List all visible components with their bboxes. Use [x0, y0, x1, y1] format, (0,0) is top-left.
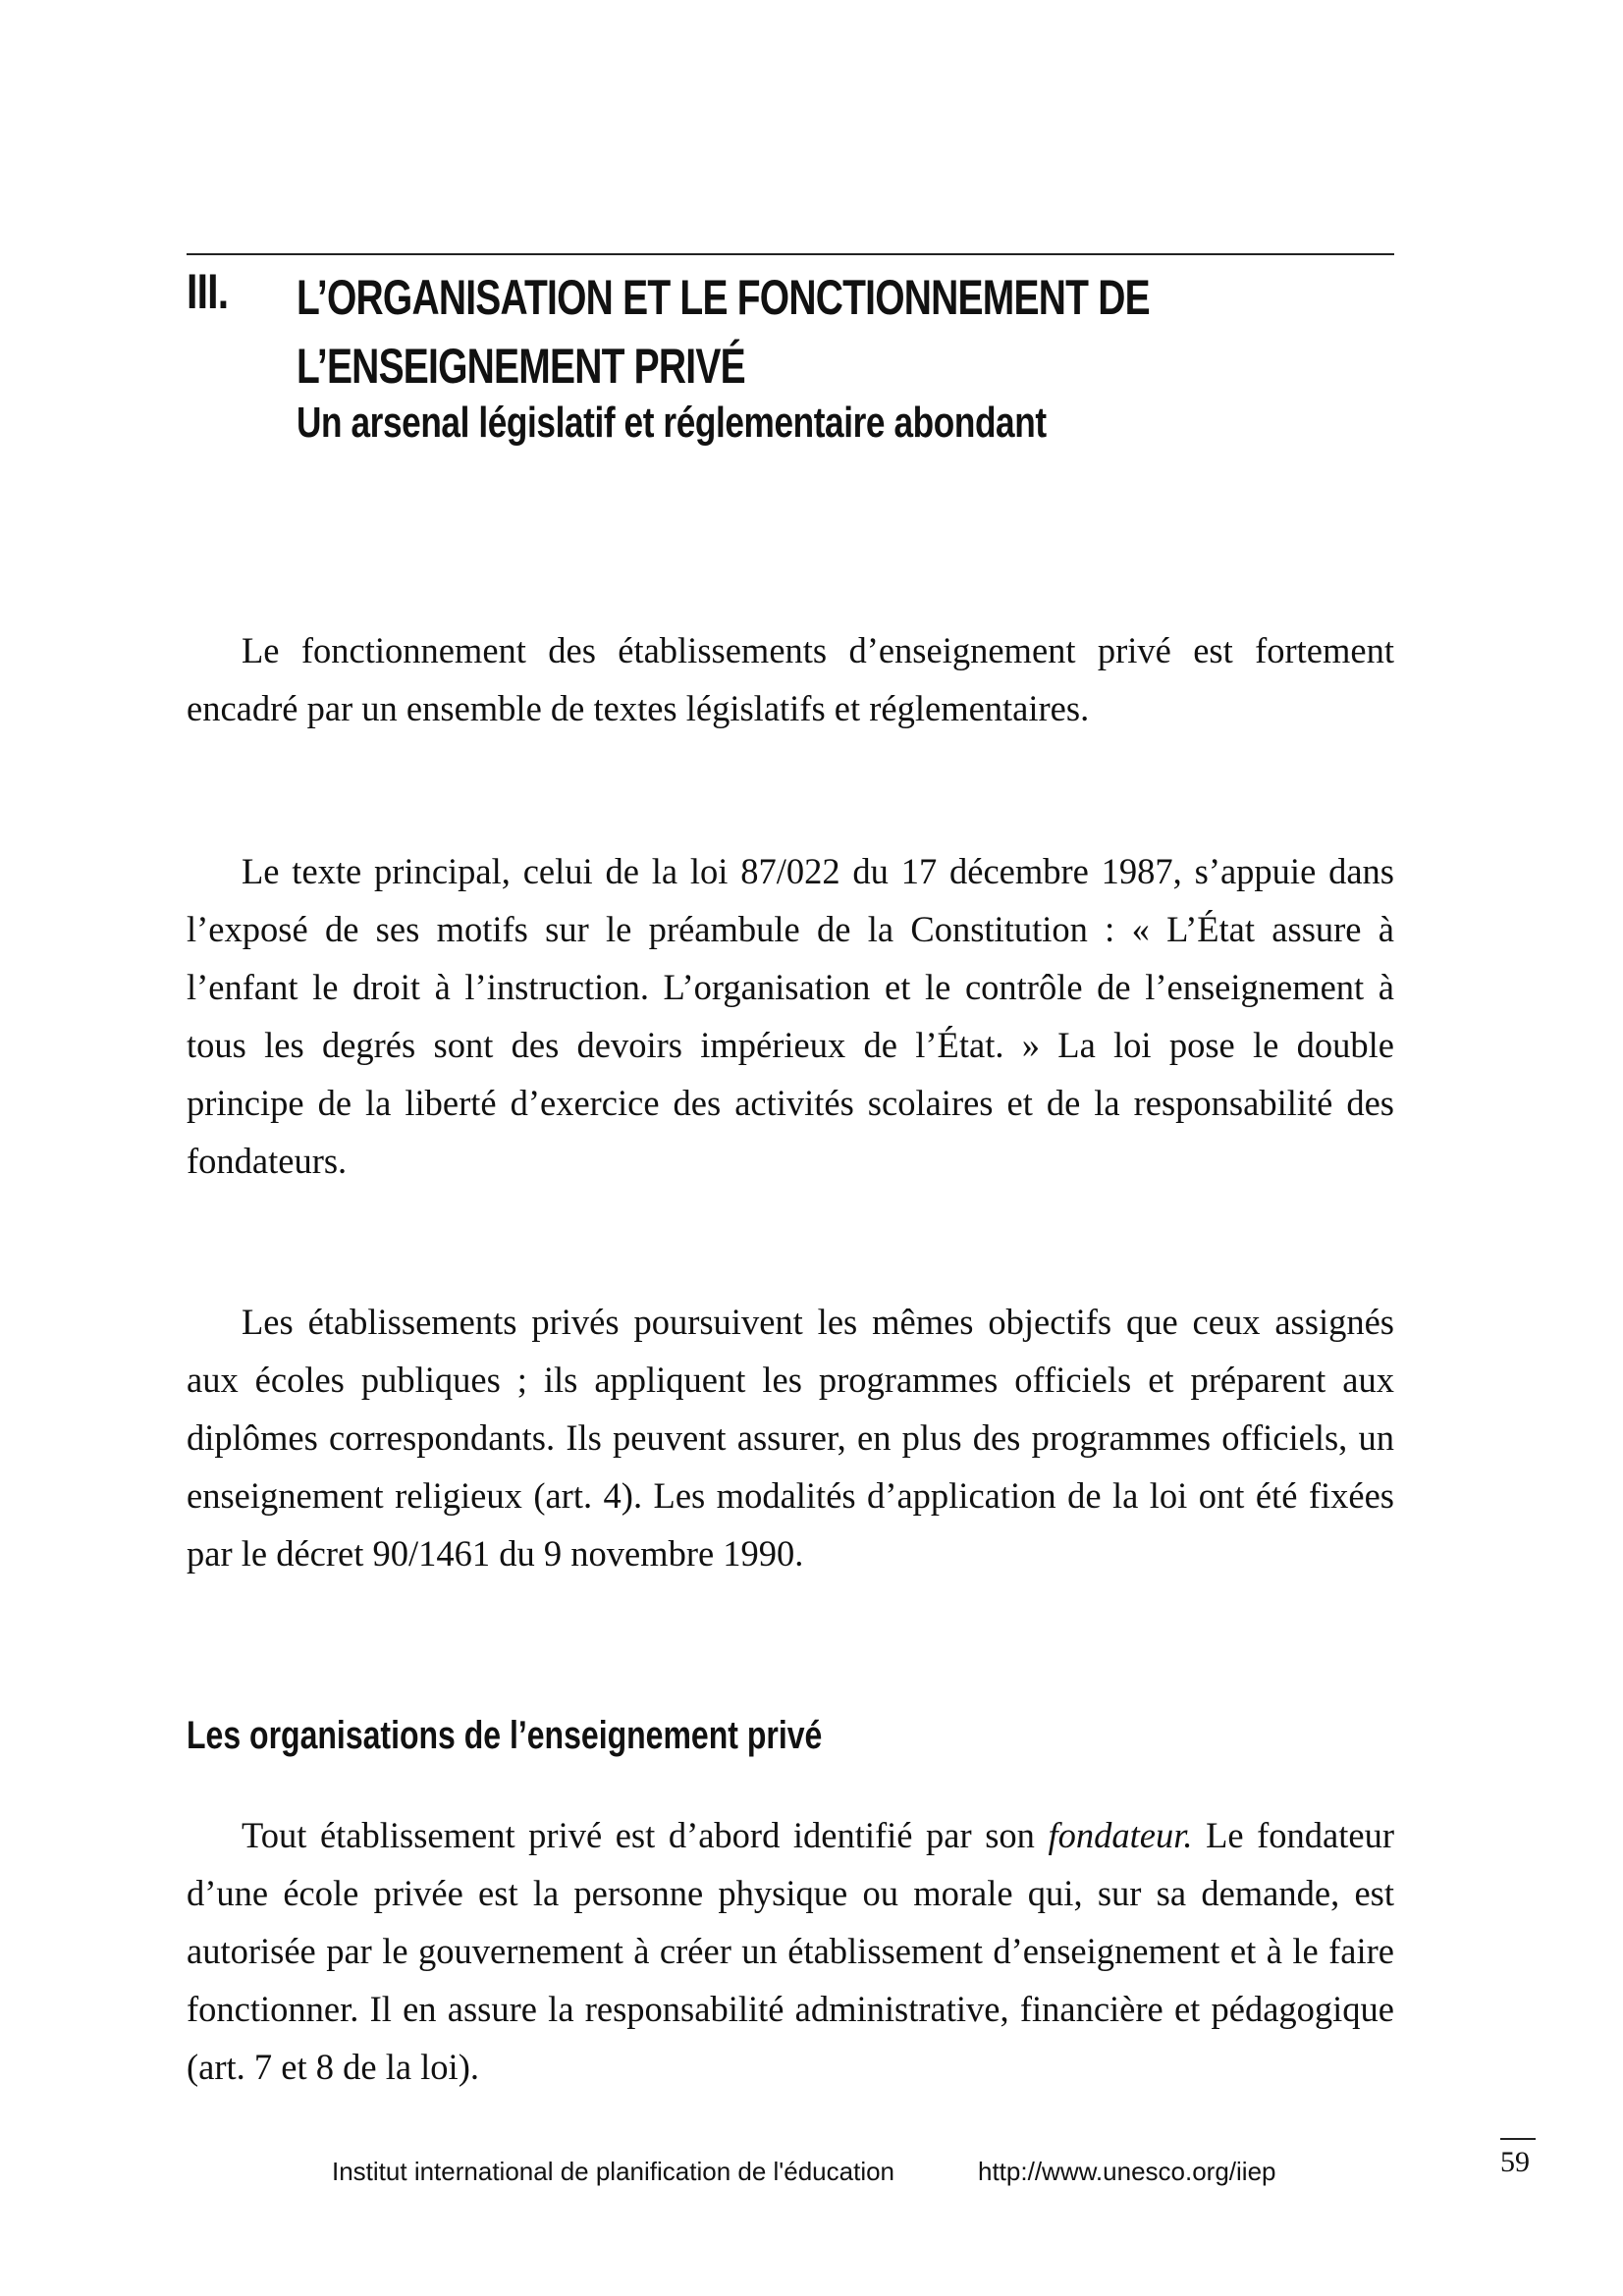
paragraph-4 — [187, 1806, 1394, 2096]
paragraph-4-italic-term: fondateur. — [1048, 1815, 1193, 1855]
chapter-title — [297, 263, 1292, 400]
chapter-subtitle: Un arsenal législatif et réglementaire abondant — [297, 399, 1047, 447]
paragraph-4-rest: Le fondateur d’une école privée est la personne physique ou morale qui, sur sa demande, est autorisée par le gouvernement à créer un établissement d’enseignement et à le faire fonctionner. Il en assure la responsabilité administrative, financière et pédagogique (art. 7 et 8 de la loi). — [187, 1815, 1394, 2087]
footer-institution: Institut international de planification de l'éducation — [332, 2157, 895, 2186]
chapter-top-rule — [187, 253, 1394, 255]
paragraph-4-start: Tout établissement privé est d’abord identifié par son — [242, 1815, 1049, 1855]
chapter-title-line-2: L’ENSEIGNEMENT PRIVÉ — [297, 339, 745, 394]
page-number: 59 — [1500, 2146, 1530, 2178]
paragraph-2: Le texte principal, celui de la loi 87/022 du 17 décembre 1987, s’appuie dans l’exposé de ses motifs sur le préambule de la Constitution : « L’État assure à l’enfant le droit à l’instruction. L’organisation et le contrôle de l’enseignement à tous les degrés sont des devoirs impérieux de l’État. » La loi pose le double principe de la liberté d’exercice des activités scolaires et de la responsabilité des fondateurs. — [187, 851, 1394, 1181]
chapter-title-line-1: L’ORGANISATION ET LE FONCTIONNEMENT DE — [297, 270, 1150, 325]
chapter-number: III. — [187, 264, 229, 319]
footer-url[interactable]: http://www.unesco.org/iiep — [978, 2157, 1276, 2186]
paragraph-1: Le fonctionnement des établissements d’enseignement privé est fortement encadré par un ensemble de textes législatifs et réglementaires. — [187, 630, 1394, 728]
page-number-rule — [1500, 2138, 1536, 2140]
paragraph-3: Les établissements privés poursuivent les mêmes objectifs que ceux assignés aux écoles publiques ; ils appliquent les programmes officiels et préparent aux diplômes correspondants. Ils peuvent assurer, en plus des programmes officiels, un enseignement religieux (art. 4). Les modalités d’application de la loi ont été fixées par le décret 90/1461 du 9 novembre 1990. — [187, 1302, 1394, 1574]
section-heading: Les organisations de l’enseignement privé — [187, 1714, 823, 1757]
